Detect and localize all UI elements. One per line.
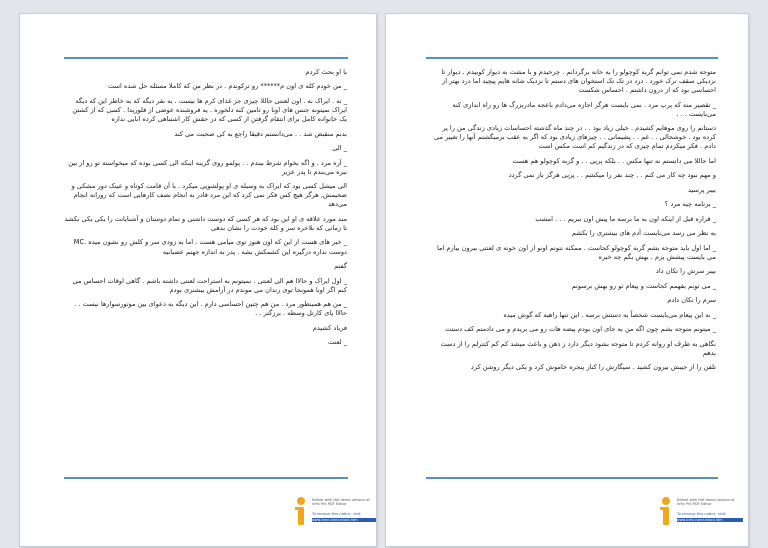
paragraph: دستانم را روی موهایم کشیدم . خیلی زیاد بود . . در چند ماه گذشته احساسات زیادی زندگی من را پر کرده بود . خوشحالی . . غم . . پشیمانی . . چیزهای زیادی بود که اگر به عقب برمیگشتم آنها را تغییر می دادم . فکر میکردم تمام چیزی که در زندگیم کم است مکس است bbox=[433, 124, 716, 151]
paragraph: متوجه شدم نمی توانم گربه کوچولو را به خانه برگردانم . چرخیدم و با مشت به دیوار کوبیدم . دیوار تا نزدیکی سقف ترک خورد . درد در تک تک استخوان های دستم تا نزدیک شانه هایم پیچید اما درد بهتر از احساسی بود که از درون داشتم . احساس شکست bbox=[441, 68, 716, 95]
paragraph: به نظر می رسد می‌بایست آدم های بیشتری را بکشم bbox=[571, 229, 716, 238]
paragraph: فریاد کشیدم bbox=[312, 323, 347, 332]
editor-watermark bbox=[292, 494, 376, 534]
page-body-text bbox=[64, 68, 347, 353]
paragraph: گفتم bbox=[334, 262, 347, 271]
document-page-left bbox=[20, 14, 376, 546]
paragraph: _ برنامه چیه مرد ؟ bbox=[664, 200, 716, 209]
paragraph: _ میتونم متوجه بشم چون اگه من به جای اون بودم بیضه هات رو می بریدم و می دادمتم کف دستت bbox=[445, 325, 716, 334]
watermark-link[interactable]: www.iceni.com/unlock.htm bbox=[677, 518, 743, 522]
paragraph: _ اما اول باید متوجه بشم گربه کوچولو کجاست . ممکنه نتونم اونو از اون خونه ی لعنتی بیرون بیارم اما می بایست پیشش برم . بهش بگم چه خبره bbox=[436, 243, 716, 261]
editor-watermark bbox=[657, 494, 747, 534]
paragraph: بیبر پرسید bbox=[688, 185, 716, 194]
paragraph: _ لعنت bbox=[327, 338, 347, 347]
paragraph: تلفن را از جیبش بیرون کشید . سیگارش را کنار پنجره خاموش کرد و یکی دیگر روشن کرد bbox=[470, 363, 716, 372]
header-rule bbox=[426, 57, 718, 59]
paragraph: _ آره مرد . و اگه بخوام شرط ببندم . . پولمو روی گزینه اینکه الی کسی بوده که میخواسته تو رو از بین ببره می‌بندم تا پدر عزیز bbox=[68, 158, 347, 176]
page-body-text bbox=[428, 68, 716, 378]
watermark-text: Edited with the demo version of Infix Pro PDF Editor bbox=[312, 498, 370, 507]
watermark-notice: To remove this notice, visit: bbox=[312, 512, 362, 516]
footer-rule bbox=[426, 477, 718, 479]
paragraph: _ خبر های هست از این که اون هنوز توی میامی هست . اما به زودی سر و کلش رو نشون میده .MC دوست نداره درگیره این کشمکش بشه . پدر به اندازه جهنم عصبانیه bbox=[73, 238, 347, 256]
paragraph: اما حاللا می دانستم نه تنها مکس . . بلکه پریی . . و گربه کوچولو هم هست bbox=[512, 156, 716, 165]
header-rule bbox=[64, 57, 348, 59]
footer-rule bbox=[64, 477, 348, 479]
paragraph: و مهم نبود چه کار می کنم . . چند نفر را میکشم . . پریی هرگز باز نمی گردد bbox=[508, 171, 716, 180]
paragraph: _ من هم همینطور مرد . من هم چنین احساسی دارم . این دیگه به دعوای بین موتورسوارها نیست . . حالاا پای کارتل وسطه . برزگتر . . bbox=[74, 300, 347, 318]
paragraph: _ می تونم بفهمم کجاست و پیغام تو رو بهش برسونم bbox=[571, 281, 716, 290]
paragraph: نگاهی به طرف او روانه کردم تا متوجه بشود دیگر دارد ز ذهن و باعث میشد کم کم کنترلم را از دست بدهم bbox=[440, 339, 716, 357]
watermark-notice: To remove this notice, visit: bbox=[677, 512, 727, 516]
paragraph: بیبر سرش را تکان داد bbox=[655, 267, 716, 276]
paragraph: _ نه این پیغام می‌بایست شخصاً به دستش برسه . این تنها راهیه که گوش میده bbox=[503, 310, 716, 319]
watermark-link[interactable]: www.iceni.com/unlock.htm bbox=[312, 518, 376, 522]
paragraph: _ تقصیر منه که پرپ مرد . نمی بایست هرگز اجازه می‌دادم باعجه مادربزرگ ها رو راه اندازی کنه می‌بایست . . . bbox=[452, 100, 716, 118]
paragraph: مند مورد علاقه ی او این بود که هر کسی که دوست داشتی و تمام دوستان و آشنایانت را یکی یکی بکشد تا زمانی که بلاخره سر و کله خودت را نشان بدهی bbox=[64, 214, 347, 232]
paragraph: بدنم منقبض شد . . می‌دانستم دقیقا راجع به کی صحبت می کند bbox=[174, 129, 347, 138]
infix-logo-icon bbox=[292, 496, 310, 526]
watermark-text: Edited with the demo version of Infix Pro PDF Editor bbox=[677, 498, 735, 507]
paragraph: _ من خودم کله ی اون م****** رو ترکوندم . در نظر من که کاملا مسئله حل شده است bbox=[108, 82, 347, 91]
paragraph: _ قراره قبل از اینکه اون به ما برسه ما پیش اون ببریم . . . امشب bbox=[535, 214, 716, 223]
document-page-right bbox=[386, 14, 748, 546]
paragraph: سرم را تکان دادم bbox=[667, 296, 716, 305]
paragraph: _ الی bbox=[332, 144, 347, 153]
paragraph: _ نه . ایراک نه . اون لعنتی حاللا چیزی جز غذای کرم ها نیست . به نفر دیگه که به خاطر این که دیگه ایراک نمیتونه جنس های اونا رو تامین کنه دلخوره . یه فروشنده عوضی از فلوریدا . کسی که از کشتن یک خانواده کامل برای انتقام گرفتن از کسی که در حقش کار اشتباهی کرده ابایی نداره bbox=[72, 96, 347, 124]
paragraph: با او بحث کردم bbox=[305, 68, 347, 76]
paragraph: الی میشل کسی بود که ایراک به وسیله ی او پولشویی میکرد . با آن قامت کوتاه و عینک دور مشکی و ضخیمش, هرگز هیچ کس فکر نمی کرد که این مرد قادر به انجام نصف کارهایی است که روزانه انجام می‌دهد bbox=[71, 182, 347, 209]
infix-logo-icon bbox=[657, 496, 675, 526]
paragraph: _ اول ایراک و حالاا هم الی لعنتی . نمیتونم به استراحت لعنتی داشته باشم . گاهی اوقات احساس می کنم اگر اونا همونجا توی زندان می موندم در آرامش بیشتری بودم bbox=[72, 276, 347, 294]
